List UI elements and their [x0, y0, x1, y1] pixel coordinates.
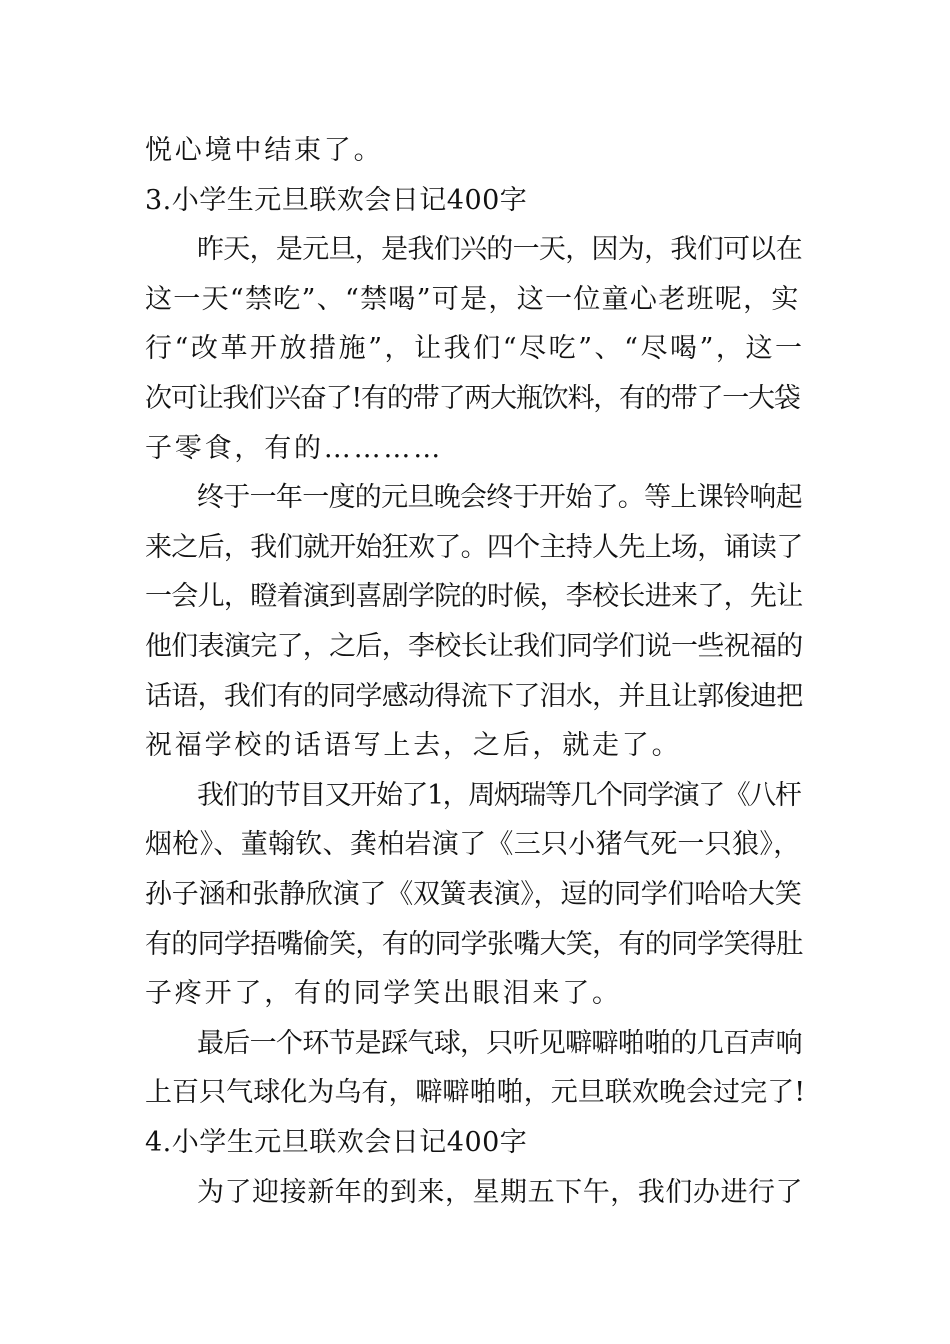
text-line: 子零食，有的…………	[145, 432, 443, 464]
text-line: 孙子涵和张静欣演了《双簧表演》，逗的同学们哈哈大笑	[145, 879, 802, 910]
text-line: 终于一年一度的元旦晚会终于开始了。等上课铃响起	[197, 482, 802, 514]
text-line: 子疼开了，有的同学笑出眼泪来了。	[145, 978, 622, 1010]
text-line: 祝福学校的话语写上去，之后，就走了。	[145, 730, 682, 762]
section-heading: 3.小学生元旦联欢会日记400字	[145, 184, 528, 216]
text-line: 这一天“禁吃”、“禁喝”可是，这一位童心老班呢，实	[145, 283, 800, 315]
text-line: 话语，我们有的同学感动得流下了泪水，并且让郭俊迪把	[145, 680, 803, 712]
text-line: 一会儿，瞪着演到喜剧学院的时候，李校长进来了，先让	[145, 581, 803, 613]
text-line: 有的同学捂嘴偷笑，有的同学张嘴大笑，有的同学笑得肚	[145, 928, 803, 960]
text-line: 昨天，是元旦，是我们兴的一天，因为，我们可以在	[197, 234, 802, 266]
text-line: 上百只气球化为乌有，噼噼啪啪，元旦联欢晚会过完了!	[145, 1077, 806, 1109]
text-line: 行“改革开放措施”，让我们“尽吃”、“尽喝”，这一	[145, 333, 805, 365]
text-line: 为了迎接新年的到来，星期五下午，我们办进行了	[197, 1176, 804, 1208]
text-line: 次可让我们兴奋了!有的带了两大瓶饮料，有的带了一大袋	[145, 383, 800, 414]
text-line: 悦心境中结束了。	[145, 135, 384, 166]
text-line: 我们的节目又开始了1，周炳瑞等几个同学演了《八杆	[197, 779, 801, 811]
text-line: 来之后，我们就开始狂欢了。四个主持人先上场，诵读了	[145, 531, 803, 563]
section-heading: 4.小学生元旦联欢会日记400字	[145, 1127, 528, 1158]
text-line: 他们表演完了，之后，李校长让我们同学们说一些祝福的	[145, 631, 803, 662]
text-line: 烟枪》、董翰钦、龚柏岩演了《三只小猪气死一只狼》，	[145, 829, 801, 861]
text-line: 最后一个环节是踩气球，只听见噼噼啪啪的几百声响	[197, 1027, 802, 1059]
